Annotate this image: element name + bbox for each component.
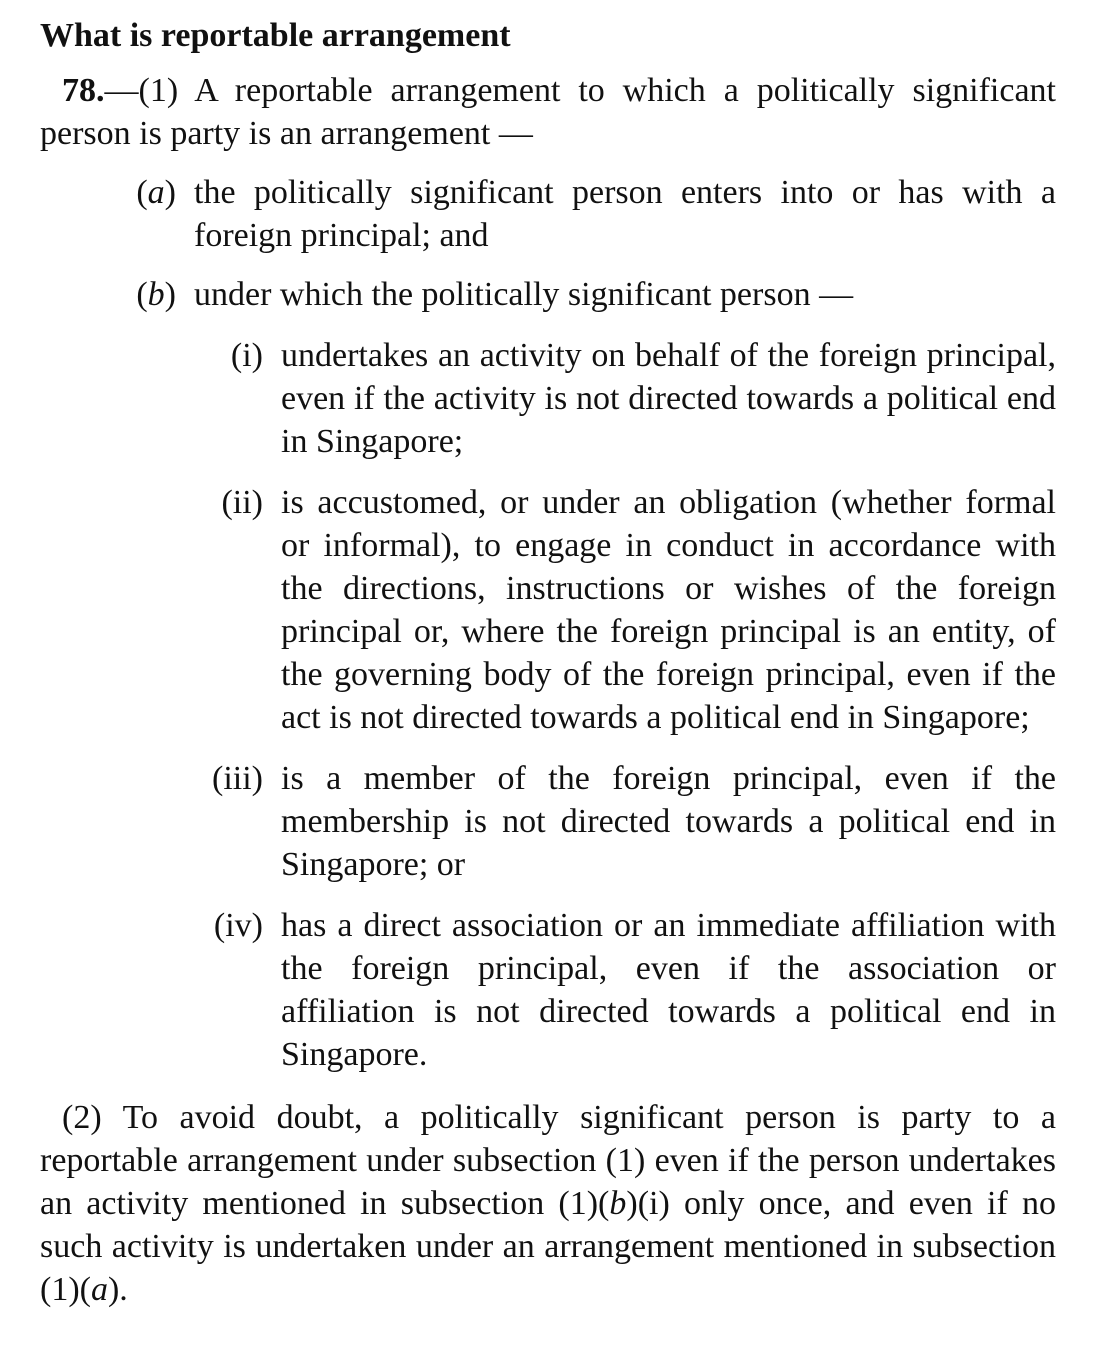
sub-paragraph-iii-label: (iii) (212, 760, 263, 797)
sub-paragraph-iii-text: is a member of the foreign principal, even if the membership is not directed towards a political end in Singapore; or (281, 760, 1056, 883)
subsection-1-intro-text: A reportable arrangement to which a politically significant person is party is an arrangement — (40, 72, 1056, 152)
sub-paragraph-iv (213, 904, 1056, 1076)
section-dash: — (104, 72, 139, 109)
sub-paragraph-ii (221, 481, 1056, 739)
paragraph-a (136, 171, 1056, 257)
section-number: 78. (62, 72, 105, 109)
paragraph-a-text: the politically significant person enters into or has with a foreign principal; and (194, 174, 1056, 254)
sub-paragraph-i (230, 334, 1056, 463)
paragraph-b-text: under which the politically significant person — (194, 276, 854, 313)
paragraph-a-label: (a) (136, 174, 176, 211)
paragraph-b-label: (b) (136, 276, 176, 313)
sub-paragraph-iv-text: has a direct association or an immediate affiliation with the foreign principal, even if the association or affiliation is not directed towards a political end in Singapore. (281, 907, 1056, 1073)
section-heading: What is reportable arrangement (40, 17, 511, 54)
document-page (40, 14, 1056, 1311)
sub-paragraph-iii (212, 757, 1056, 886)
subsection-2: (2) To avoid doubt, a politically significant person is party to a reportable arrangement under subsection (1) even if the person undertakes an activity mentioned in subsection (1)(b)(i) only once, and even if no such activity is undertaken under an arrangement mentioned in subsection (1)(a). (40, 1099, 1056, 1308)
sub-paragraph-ii-text: is accustomed, or under an obligation (whether formal or informal), to engage in conduct in accordance with the directions, instructions or wishes of the foreign principal or, where the foreign principal is an entity, of the governing body of the foreign principal, even if the act is not directed towards a political end in Singapore; (281, 484, 1056, 736)
sub-paragraph-ii-label: (ii) (221, 484, 263, 521)
paragraph-b (136, 273, 1056, 316)
subsection-1-intro (40, 69, 1056, 155)
sub-paragraph-i-text: undertakes an activity on behalf of the foreign principal, even if the activity is not directed towards a political end in Singapore; (281, 337, 1056, 460)
sub-paragraph-i-label: (i) (230, 337, 263, 374)
subsection-1-label: (1) (138, 72, 179, 109)
sub-paragraph-iv-label: (iv) (213, 907, 263, 944)
